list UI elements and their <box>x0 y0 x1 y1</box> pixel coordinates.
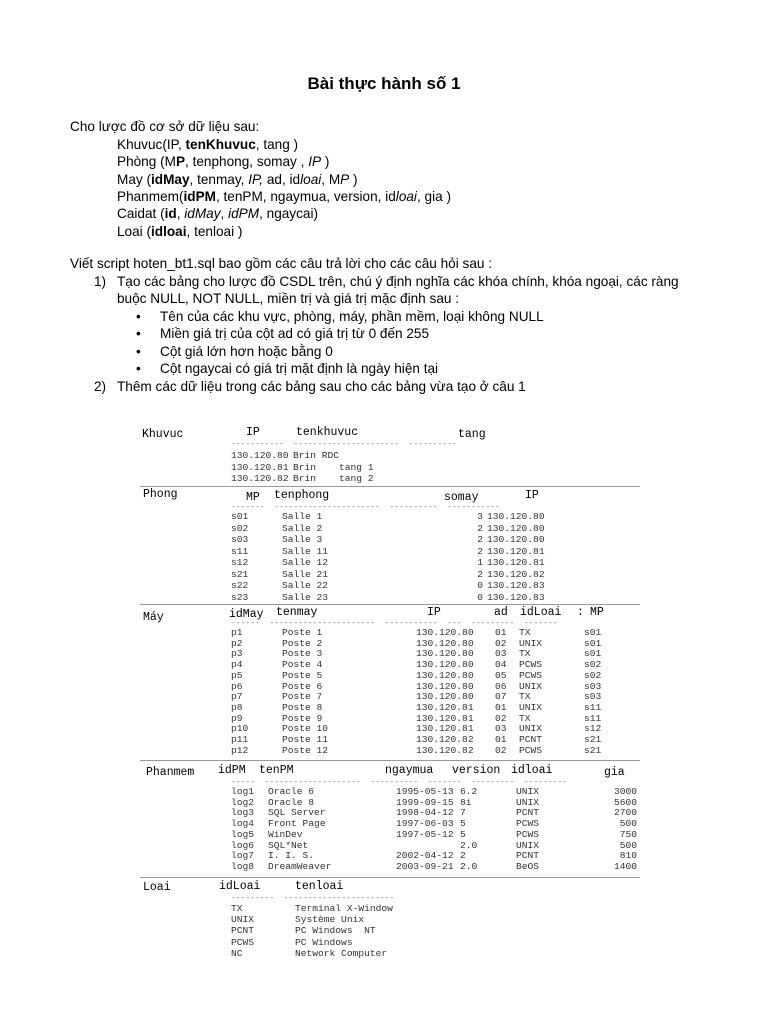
phong-row-cell: s22 <box>231 580 249 591</box>
schema-fragment: , <box>220 206 229 222</box>
may-row-cell: 02 <box>495 712 507 724</box>
may-row-cell: p1 <box>231 627 243 638</box>
phanmem-row-cell: log4 <box>231 818 255 830</box>
schema-fragment: , tenmay, <box>189 171 249 187</box>
may-row-cell: 130.120.80 <box>416 680 474 692</box>
phanmem-header-underline: ----- -------------------- ---------- ------- --------- --------- <box>231 778 568 787</box>
phong-row-cell: s21 <box>231 568 249 580</box>
may-header-ad: ad <box>494 606 508 619</box>
may-row-cell: UNIX <box>519 701 543 713</box>
phong-row-cell: 2 <box>477 522 483 534</box>
may-row-cell: Poste 7 <box>282 691 323 703</box>
schema-fragment: Caidat ( <box>117 206 165 222</box>
may-row-cell: s21 <box>584 744 602 756</box>
phanmem-row-cell: 1998-04-12 <box>396 807 454 819</box>
phanmem-header-idpm: idPM <box>218 764 246 777</box>
phanmem-row-cell: UNIX <box>516 839 540 851</box>
phong-row-cell: s12 <box>231 557 249 568</box>
khuvuc-row-cell: 130.120.81 <box>231 461 289 473</box>
schema-fragment: Khuvuc(IP, <box>117 137 186 152</box>
may-row-cell: p5 <box>231 669 243 681</box>
phanmem-row-cell: 1997-06-03 <box>396 818 454 830</box>
phanmem-row-cell: DreamWeaver <box>268 860 332 872</box>
bullet-text: Cột giá lớn hơn hoặc bằng 0 <box>160 343 333 359</box>
schema-fragment: , tenPM, ngaymua, version, id <box>215 188 396 204</box>
may-row-cell: Poste 6 <box>282 680 323 692</box>
schema-fragment: loai <box>300 171 322 187</box>
loai-row-cell: Terminal X-Window <box>295 903 393 914</box>
question-1-line-2: buộc NULL, NOT NULL, miền trị và giá trị mặc định sau : <box>117 291 459 306</box>
phong-header-ip: IP <box>525 489 539 502</box>
phanmem-row-cell: log6 <box>231 839 255 851</box>
may-row-cell: 130.120.82 <box>416 734 474 745</box>
phanmem-row-cell: 500 <box>619 818 637 830</box>
may-row-cell: p9 <box>231 712 243 724</box>
task-intro: Viết script hoten_bt1.sql bao gồm các câu trả lời cho các câu hỏi sau : <box>70 256 492 271</box>
may-row-cell: s03 <box>584 680 602 692</box>
schema-fragment: Loai ( <box>117 223 152 239</box>
phong-row-cell: 130.120.82 <box>487 568 545 580</box>
schema-fragment: , tenphong, somay , <box>185 154 309 170</box>
phanmem-row-cell: UNIX <box>516 796 540 808</box>
may-row-cell: 130.120.80 <box>416 627 474 638</box>
may-row-cell: 130.120.80 <box>416 648 474 660</box>
may-header-underline: ------ ---------------------- ----------- --- --------- ------- <box>231 619 558 628</box>
phanmem-row-cell: log7 <box>231 850 255 862</box>
may-row-cell: Poste 1 <box>282 627 323 638</box>
page-title: Bài thực hành số 1 <box>307 74 461 93</box>
schema-fragment: idPM <box>183 188 216 204</box>
schema-line <box>117 223 242 240</box>
schema-fragment: , M <box>321 171 341 187</box>
may-header-mp: MP <box>590 606 604 619</box>
phong-row-cell: Salle 22 <box>282 580 329 591</box>
may-header-idmay: idMay <box>229 608 264 621</box>
may-row-cell: s01 <box>584 637 602 649</box>
may-row-cell: s11 <box>584 712 602 724</box>
phanmem-header-idloai: idloai <box>511 764 553 777</box>
phanmem-row-cell: 8i <box>460 796 472 808</box>
loai-table-name: Loai <box>143 881 171 894</box>
may-row-cell: PCNT <box>519 734 543 745</box>
phanmem-row-cell: UNIX <box>516 786 540 797</box>
khuvuc-header-underline: ----------- ---------------------- ---------- <box>231 440 457 449</box>
phanmem-row-cell: 750 <box>619 828 637 840</box>
phanmem-row-cell: 1995-05-13 <box>396 786 454 797</box>
khuvuc-row-cell: tang 1 <box>339 461 374 473</box>
schema-fragment: IP, <box>248 171 264 187</box>
phanmem-row-cell: log3 <box>231 807 255 819</box>
phong-row-cell: 130.120.83 <box>487 591 545 603</box>
may-row-cell: Poste 9 <box>282 712 323 724</box>
phong-row-cell: 2 <box>477 568 483 580</box>
khuvuc-table-name: Khuvuc <box>142 428 184 441</box>
phong-row-cell: 130.120.80 <box>487 534 545 545</box>
phong-row-cell: Salle 3 <box>282 534 323 545</box>
phong-header-underline: ------- ---------------------- ---------- ----------- <box>231 503 500 512</box>
may-row-cell: s02 <box>584 669 602 681</box>
may-row-cell: 130.120.80 <box>416 637 474 649</box>
phanmem-row-cell: log5 <box>231 828 255 840</box>
phanmem-row-cell: 1997-05-12 <box>396 828 454 840</box>
khuvuc-row-cell: 130.120.80 <box>231 450 289 461</box>
may-row-cell: Poste 8 <box>282 701 323 713</box>
may-header-tenmay: tenmay <box>276 606 318 619</box>
bullet-text: Tên của các khu vực, phòng, máy, phần mềm, loại không NULL <box>160 309 544 324</box>
phong-row-cell: 0 <box>477 580 483 591</box>
schema-fragment: P <box>340 171 350 187</box>
may-row-cell: p6 <box>231 680 243 692</box>
phong-row-cell: s03 <box>231 534 249 545</box>
phanmem-row-cell: 1400 <box>613 860 637 872</box>
phanmem-row-cell: PCNT <box>516 807 540 819</box>
may-row-cell: s01 <box>584 627 602 638</box>
may-row-cell: 02 <box>495 637 507 649</box>
phong-table-name: Phong <box>143 488 178 501</box>
phanmem-row-cell: 3000 <box>613 786 637 797</box>
loai-row-cell: PCNT <box>231 925 255 937</box>
phanmem-row-cell: BeOS <box>516 860 540 872</box>
question-1-line-1: Tạo các bảng cho lược đồ CSDL trên, chú ý định nghĩa các khóa chính, khóa ngoại, các ràng <box>117 274 679 289</box>
may-row-cell: s12 <box>584 723 602 735</box>
may-row-cell: 130.120.82 <box>416 744 474 756</box>
may-row-cell: p2 <box>231 637 243 649</box>
bullet-icon: • <box>136 309 141 324</box>
phanmem-header-tenpm: tenPM <box>259 764 294 777</box>
phanmem-row-cell: 2 <box>460 850 466 862</box>
may-row-cell: Poste 4 <box>282 659 323 671</box>
phong-row-cell: Salle 2 <box>282 522 323 534</box>
phong-row-cell: Salle 23 <box>282 591 329 603</box>
phanmem-row-cell: Oracle 8 <box>268 796 315 808</box>
loai-row-cell: Network Computer <box>295 947 388 959</box>
schema-fragment: , ngaycai) <box>259 206 319 222</box>
may-row-cell: s01 <box>584 648 602 660</box>
phanmem-row-cell: 500 <box>619 839 637 851</box>
question-2-number: 2) <box>94 379 107 394</box>
may-row-cell: 07 <box>495 691 507 703</box>
phong-row-cell: 130.120.81 <box>487 557 545 568</box>
phanmem-row-cell: 2.0 <box>460 839 478 851</box>
khuvuc-row-cell: 130.120.82 <box>231 473 289 484</box>
may-row-cell: p3 <box>231 648 243 660</box>
bullet-text: Cột ngaycai có giá trị mặt định là ngày hiện tại <box>160 360 439 376</box>
may-row-cell: Poste 10 <box>282 723 329 735</box>
schema-fragment: , <box>176 206 185 222</box>
loai-row-cell: PC Windows <box>295 936 353 948</box>
may-row-cell: PCWS <box>519 744 543 756</box>
phanmem-row-cell: SQL*Net <box>268 839 309 851</box>
bullet-icon: • <box>136 343 141 359</box>
loai-row-cell: TX <box>231 903 243 914</box>
may-row-cell: s02 <box>584 659 602 671</box>
loai-row-cell: UNIX <box>231 914 255 926</box>
may-row-cell: 130.120.81 <box>416 712 474 724</box>
may-row-cell: TX <box>519 627 531 638</box>
may-row-cell: 01 <box>495 701 507 713</box>
loai-header-tenloai: tenloai <box>295 880 344 893</box>
may-row-cell: Poste 11 <box>282 734 329 745</box>
phong-row-cell: 2 <box>477 534 483 545</box>
schema-fragment: , tang ) <box>255 137 299 152</box>
loai-header-underline: --------- ----------------------- <box>231 894 395 903</box>
schema-fragment: ) <box>349 171 358 187</box>
may-row-cell: TX <box>519 648 531 660</box>
phong-row-cell: Salle 1 <box>282 511 323 522</box>
phanmem-row-cell: 5600 <box>613 796 637 808</box>
phanmem-row-cell: log2 <box>231 796 255 808</box>
phanmem-row-cell: 5 <box>460 828 466 840</box>
phong-row-cell: s11 <box>231 545 249 557</box>
phanmem-table-name: Phanmem <box>146 766 195 779</box>
may-row-cell: 03 <box>495 723 507 735</box>
khuvuc-row-cell: tang 2 <box>339 473 374 484</box>
schema-fragment: IP <box>308 154 322 170</box>
may-header-idloai: idLoai <box>520 606 562 619</box>
question-1-number: 1) <box>94 274 107 289</box>
phong-row-cell: Salle 21 <box>282 568 329 580</box>
phanmem-row-cell: SQL Server <box>268 807 326 819</box>
may-row-cell: p11 <box>231 734 249 745</box>
phong-row-cell: s01 <box>231 511 249 522</box>
loai-row-cell: Système Unix <box>295 914 365 926</box>
schema-line <box>117 171 358 188</box>
khuvuc-row-cell: Brin <box>293 461 317 473</box>
phanmem-row-cell: PCWS <box>516 828 540 840</box>
schema-line <box>117 136 298 153</box>
may-row-cell: PCWS <box>519 669 543 681</box>
may-row-cell: Poste 5 <box>282 669 323 681</box>
may-row-cell: 01 <box>495 627 507 638</box>
phanmem-top-rule <box>140 760 640 761</box>
may-row-cell: 03 <box>495 648 507 660</box>
may-row-cell: 02 <box>495 744 507 756</box>
may-row-cell: 06 <box>495 680 507 692</box>
may-row-cell: UNIX <box>519 637 543 649</box>
may-row-cell: Poste 12 <box>282 744 329 756</box>
may-header-ip: IP <box>427 606 441 619</box>
phanmem-header-gia: gia <box>604 766 625 779</box>
phanmem-row-cell: 810 <box>619 850 637 862</box>
phanmem-row-cell: PCWS <box>516 818 540 830</box>
schema-fragment: , gia ) <box>416 188 451 204</box>
bullet-icon: • <box>136 326 141 342</box>
may-row-cell: s03 <box>584 691 602 703</box>
may-row-cell: 130.120.80 <box>416 691 474 703</box>
may-row-cell: p12 <box>231 744 249 756</box>
may-row-cell: s21 <box>584 734 602 745</box>
schema-fragment: idPM <box>228 206 260 222</box>
schema-fragment: Phanmem( <box>117 188 184 204</box>
phong-row-cell: 0 <box>477 591 483 603</box>
phanmem-divider <box>140 877 640 878</box>
schema-line <box>117 205 318 222</box>
phanmem-header-version: version <box>452 764 501 777</box>
phanmem-row-cell: 2003-09-21 <box>396 860 454 872</box>
phong-divider <box>140 604 640 605</box>
loai-row-cell: PCWS <box>231 936 255 948</box>
may-row-cell: 05 <box>495 669 507 681</box>
intro-text: Cho lược đồ cơ sở dữ liệu sau: <box>70 119 260 134</box>
may-row-cell: p8 <box>231 701 243 713</box>
may-row-cell: Poste 3 <box>282 648 323 660</box>
schema-fragment: loai <box>395 188 417 204</box>
phanmem-row-cell: PCNT <box>516 850 540 862</box>
may-header-separator: : <box>577 606 584 619</box>
khuvuc-header-ip: IP <box>246 426 260 439</box>
may-row-cell: UNIX <box>519 723 543 735</box>
loai-row-cell: PC Windows NT <box>295 925 376 937</box>
phanmem-row-cell: WinDev <box>268 828 303 840</box>
may-row-cell: 130.120.80 <box>416 659 474 671</box>
may-row-cell: UNIX <box>519 680 543 692</box>
may-row-cell: PCWS <box>519 659 543 671</box>
may-row-cell: p4 <box>231 659 243 671</box>
may-row-cell: Poste 2 <box>282 637 323 649</box>
phanmem-row-cell: log1 <box>231 786 255 797</box>
may-row-cell: 130.120.81 <box>416 701 474 713</box>
phong-row-cell: s23 <box>231 591 249 603</box>
khuvuc-row-cell: Brin RDC <box>293 450 340 461</box>
phong-row-cell: 130.120.81 <box>487 545 545 557</box>
phong-row-cell: s02 <box>231 522 249 534</box>
schema-fragment: P <box>175 154 186 170</box>
phong-header-somay: somay <box>444 491 479 504</box>
bullet-text: Miền giá trị của cột ad có giá trị từ 0 đến 255 <box>160 326 430 342</box>
phanmem-row-cell: log8 <box>231 860 255 872</box>
phong-row-cell: 3 <box>477 511 483 522</box>
phong-header-mp: MP <box>246 491 260 504</box>
schema-fragment: id <box>164 206 177 222</box>
may-row-cell: s11 <box>584 701 602 713</box>
phanmem-row-cell: 7 <box>460 807 466 819</box>
question-2-text: Thêm các dữ liệu trong các bảng sau cho các bảng vừa tạo ở câu 1 <box>117 379 526 394</box>
phanmem-row-cell: 2700 <box>613 807 637 819</box>
schema-fragment: idMay <box>184 206 221 222</box>
may-row-cell: 01 <box>495 734 507 745</box>
schema-line <box>117 153 329 170</box>
phanmem-row-cell: 1999-09-15 <box>396 796 454 808</box>
phong-row-cell: Salle 12 <box>282 557 329 568</box>
phong-row-cell: 130.120.80 <box>487 511 545 522</box>
phanmem-row-cell: Oracle 6 <box>268 786 315 797</box>
khuvuc-row-cell: Brin <box>293 473 317 484</box>
phong-row-cell: Salle 11 <box>282 545 329 557</box>
loai-row-cell: NC <box>231 947 243 959</box>
khuvuc-divider <box>140 486 640 487</box>
schema-fragment: idMay <box>150 171 190 187</box>
phanmem-row-cell: Front Page <box>268 818 326 830</box>
phong-row-cell: 130.120.80 <box>487 522 545 534</box>
schema-fragment: ad, id <box>263 171 301 187</box>
phong-row-cell: 130.120.83 <box>487 580 545 591</box>
schema-fragment: May ( <box>117 171 151 187</box>
schema-fragment: idloai <box>151 223 187 239</box>
may-row-cell: TX <box>519 712 531 724</box>
phong-row-cell: 2 <box>477 545 483 557</box>
may-row-cell: p7 <box>231 691 243 703</box>
may-row-cell: 04 <box>495 659 507 671</box>
bullet-icon: • <box>136 360 141 376</box>
phanmem-row-cell: 2002-04-12 <box>396 850 454 862</box>
phong-row-cell: 1 <box>477 557 483 568</box>
may-row-cell: 130.120.80 <box>416 669 474 681</box>
loai-header-idloai: idLoai <box>219 880 261 893</box>
khuvuc-header-tenkhuvuc: tenkhuvuc <box>296 426 359 439</box>
may-row-cell: TX <box>519 691 531 703</box>
schema-line <box>117 188 451 205</box>
may-row-cell: 130.120.81 <box>416 723 474 735</box>
phong-header-tenphong: tenphong <box>274 489 330 502</box>
phanmem-row-cell: I. I. S. <box>268 850 315 862</box>
khuvuc-header-tang: tang <box>458 428 486 441</box>
may-table-name: Máy <box>143 611 164 624</box>
schema-fragment: ) <box>321 154 330 170</box>
schema-fragment: , tenloai ) <box>186 223 243 239</box>
phanmem-header-ngaymua: ngaymua <box>385 764 434 777</box>
phanmem-row-cell: 2.0 <box>460 860 478 872</box>
phanmem-row-cell: 6.2 <box>460 786 478 797</box>
may-row-cell: p10 <box>231 723 249 735</box>
schema-fragment: Phòng (M <box>117 154 176 170</box>
phanmem-row-cell: 5 <box>460 818 466 830</box>
schema-fragment: tenKhuvuc <box>185 137 256 152</box>
